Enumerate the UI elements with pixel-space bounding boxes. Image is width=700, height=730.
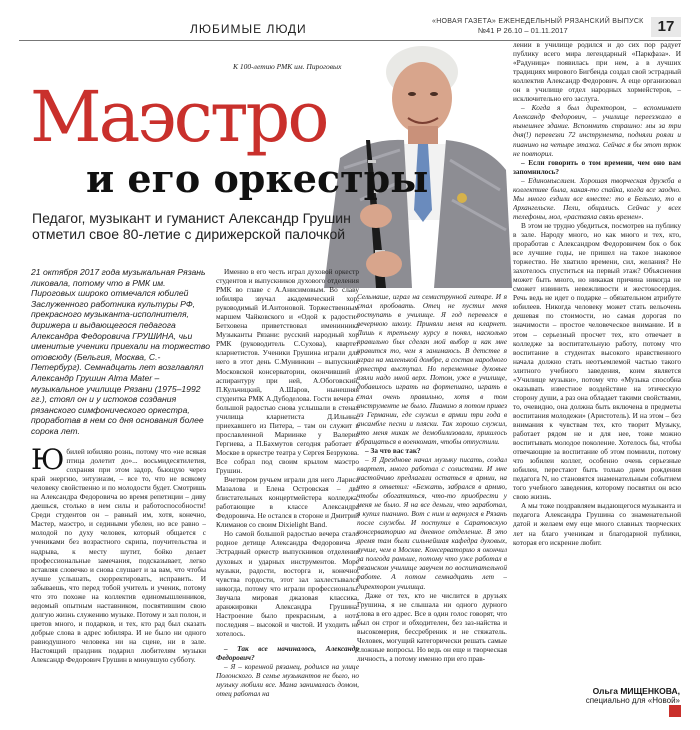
article-deck: Педагог, музыкант и гуманист Александр Грушин отметил свое 80-летие с дирижерской палочкой	[32, 210, 351, 242]
author-name: Ольга МИЩЕНКОВА,	[592, 686, 680, 696]
col2-paragraph-1: Именно в его честь играл духовой оркестр студентов и выпускников духового отделения РМК во главе с А.Анисимовым. Во славу юбиляра звучал академический хор, руководимый И.Антоновой. Торжественным маршем Чайковского и «Одой к радости» Бетховена приветствовал именинника Музыканты Рязани: русский народный хор РМК (руководитель С.Сухова), квартет кларнетистов. Ученики Грушина играли для него в этот день С.Мунинкин – выпускник Московской консерватории, окончивший и аспирантуру при ней, А.Обоговский, П.Кульчицкий, А.Шаров, нынешняя студентка РМК А.Дубоделова. Гости вечера с большой радостью снова услышали в стенах училища кларнетиста Д.Ильина, приехавшего из Питера, – там он служит в прославленной Мариинке у Валерия Гергиева, а П.Бахмутов сегодня работает в Москве в оркестре театра у Сергея Безрукова. Все собрал под своим крылом маэстро Грушин.	[216, 267, 359, 476]
interview-question-3: – Если говорить о том времени, чем оно вам запомнилось?	[513, 157, 681, 176]
drop-cap: Ю	[31, 447, 65, 476]
col4-paragraph-3: А мы тоже поздравляем выдающегося музыканта и педагога Александра Грушина со знаменательной датой и желаем ему еще много славных творческих лет на благо ученикам и благодарной публики, которая его искренне любит.	[513, 501, 681, 547]
col4-paragraph-2: В этом не трудно убедиться, посмотрев на публику в зале. Народу много, но как много и тех, кто, проработав с Александром Федоровичем бок о бок все лучшие годы, не пришел на такое знаковое торжество. Не хватило времени, сил, желания? Не захотелось спуститься на первый этаж? Объяснения может быть много, но никакая причина никогда не сможет извинить невежливости и жестокосердия. Речь ведь не идет о подарке – обязательном атрибуте юбилеев. Никогда человеку может стать вельочень дешевая по стоимости, но самая дорогая по значимости – простое человеческое внимание. И в этом – серьезный просчет тех, кто отвечает в колледже за воспитательную работу, потому что воспитание в студентах высокого нравственного начала должно стать неотъемлемой частью такого элитного учебного заведения, коим является «Училище музыки», потому что «Музыка способна оказывать известное воздействие на этическую сторону души, а раз она обладает такими свойствами, то, очевидно, она должна быть включена в предметы воспитания молодежи» (Аристотель). И на этом – без внимания к чувствам тех, кто творит Музыку, работает рядом не и для нее, тоже можно воспитывать молодое поколение. Хотелось бы, чтобы отвечающие за воспитание об этом помнили, потому что юбилеи коллег, особенно очень серьезные юбилеи, перестают быть только днем рождения педагога N, но становятся знаменательным событием того учебного заведения, которому посвятил он всю свою жизнь.	[513, 220, 681, 502]
article-column-2	[216, 267, 359, 717]
page-number: 17	[651, 17, 681, 37]
col3-paragraph: Даже от тех, кто не числится в друзьях Грушина, я не слышала ни одного дурного слова в его адрес. Все в один голос говорят, что был он строг и обходителен, без заз-найства и высокомерия, бессребреник и не стяжатель. Человек, могущий категорически решать самые сложные вопросы. Но ведь он еще и творческая личность, а потому именно при его прав-	[357, 590, 507, 663]
interview-question-1: – Так все начиналось, Александр Федорович?	[216, 643, 359, 662]
interview-question-2: – За что вас так?	[365, 445, 421, 455]
article-column-3	[357, 292, 507, 717]
col4-quote-1: – Когда я был директором, – вспоминает Александр Федорович, – училище переезжало в нынешнее здание. Вспомнить страшно: мы за три дня(!) перевезли 72 инструмента, подняли рояли и пианино на четыре этажа. Сейчас я бы этот трюк не повторил.	[513, 103, 681, 158]
article-lead: 21 октября 2017 года музыкальная Рязань ликовала, потому что в РМК им. Пироговых широко отмечался юбилей Заслуженного работника культуры РФ, прекрасного музыканта-исполнителя, дирижера и выдающегося педагога Александра Федоровича ГРУШИНА, чьи именитые ученики приехали на торжество отовсюду (Бельгия, Москва, С.-Петербург). Семнадцать лет возглавлял Александр Грушин Alma Mater – музыкальное училище Рязани (1975–1992 гг.), стоял он и у истоков создания рязанского симфонического оркестра, проработав в нем со дня основания более сорока лет.	[31, 267, 210, 436]
page-header	[0, 0, 700, 36]
headline-subtitle: и его оркестры	[86, 156, 429, 201]
article-column-4	[513, 40, 681, 640]
interview-answer-2: – Я Дрезднове начал музыку писать, создал квартет, много работал с солистами. И мне настойчиво предлагали остаться в армии, на что я ответил: «Бежать, забрался в армию, чтобы обогатиться, что-то приобрести у меня не было. Я на все деньги, что заработал, я купил пианино. Вот с ним и вернулся в Рязань после службы. И поступил в Саратовскую консерваторию на дневное отделение. В это время там были сильнейшая кафедра духовых, лучше, чем в Москве. Консерваторию я окончил за полгода раньше, потому что уже работал в рязанском училище завучем по воспитательной работе. А потом семнадцать лет – директором училища.	[357, 454, 507, 591]
col4-paragraph-1: лении в училище родился и до сих пор радует публику всего мира легендарный «Паркфаза». И «Радуница» появилась при нем, а в лучших традициях мирового Бигбенда создал свой эстрадный коллектив Александр Федорович. А еще организовал он в училище отдел народных хормейстеров, – исключительно его заслуга.	[513, 40, 681, 104]
section-title: ЛЮБИМЫЕ ЛЮДИ	[190, 22, 307, 36]
end-of-article-mark	[669, 705, 681, 717]
col2-paragraph-2: Вчетвером ручьем играли для него Лариса Мазалова и Елена Островская – два блистательных концертмейстера колледжа, работающие в классе Александра Федоровича. Не остался в стороне и Дмитрий Климанов со своим Dixielight Band.	[216, 475, 359, 530]
photo-caption: К 100-летию РМК им. Пироговых	[233, 62, 342, 71]
article-column-1	[31, 447, 206, 717]
running-head: «НОВАЯ ГАЗЕТА» ЕЖЕНЕДЕЛЬНЫЙ РЯЗАНСКИЙ ВЫПУСК	[432, 18, 644, 25]
col3-answer-cont: Сельмаше, играл на семиструнной гитаре. И я стал пробовать. Отец не пустил меня поступать в училище. Я год перевелся в вечернюю школу. Приняли меня на кларнет. Лишь к третьему курсу я понял, насколько правильно был сделан мой выбор и как мне нравится то, чем я занимаюсь. В детстве я играл на маленькой домбре, а состав народного оркестра выступал. Но переменные духовые взяли надо мной верх. Потом, уже в училище, добавилось играть на фортепиано, играть в стал очень правильно, хотя в том инструменте не было. Пианино я потом привез из Германии, где служил в армии три года в ансамбле песни и пляски. Так хорошо служил, что меня никак не демобилизовали, пришлось обращаться в военкомат, чтобы отпустили.	[357, 292, 507, 446]
col1-paragraph: билей юбиляю рознь, потому что «не всякая птица долетит до»... восьмидесятилетия, сохраняя при этом задор, бьющую через край энергию, энтузиазм, – все то, что не всякому человеку свойственно и по молодости будет. Смотришь на Александра Федоровича во время репетиции – диву даешься, столько в нем силы и работоспособности! Среди студентов он – равный им, хотя, конечно, Мастер, маэстро, и седиными убелен, но все равно – молодой по духу человек, который общается с учениками без возрастного скрипа, поучительства и надрыва, к месту шутит, бойко делает профессиональные замечания, подсказывает, легко вставляя словечко и снова слушает и за вам, что чтобы лучше услышать, скорректировать, исправить. И забываешь, что перед тобой учитель и ученик, потому что это похоже на коллектив единомышленников, ведомый опытным наставником, посвятившим свою долгую жизнь служению музыке. Потому и зал полон, и цветов много, и подарков, и тех, кто рад был сказать добрые слова в адрес юбиляра. И не было ни одного равнодушного человека ни на сцене, ни в зале. Настоящий праздник подарил любителям музыки Александр Федорович Грушин в минувшую субботу.	[31, 447, 206, 665]
col2-paragraph-3: Но самой большой радостью вечера стало родное детище Александра Федоровича – Эстрадный оркестр выпускников отделения духовых и ударных инструментов. Море музыки, радости, восторга и, конечно, чувства гордости, этот зал захлестывался никогда, потому что играли профессионалы. Звучала мировая джазовая классика, аранжировки Александра Грушина. Настроение было прекрасным, а нота последняя – высокой и чистой. И уходить не хотелось.	[216, 529, 359, 638]
headline-title: Маэстро	[30, 76, 327, 158]
author-signature	[520, 686, 680, 706]
interview-answer-3: – Единомыслием. Хорошая творческая дружба в коллективе была, какая-то спайка, когда все заодно. Мы много ездили все вместе: то в Бельгию, то в Архангельске. Пели, общались. Сейчас у всех телефоны, мол, «растаяла связь времен».	[513, 175, 681, 221]
issue-info: №41 Р 26.10 – 01.11.2017	[478, 26, 568, 35]
author-role: специально для «Новой»	[585, 696, 680, 705]
interview-answer-1: – Я – коренной рязанец, родился на улице Полонского. В семье музыкантов не было, но музыку любили все. Мама занималась домом, отец работал на	[216, 662, 359, 699]
